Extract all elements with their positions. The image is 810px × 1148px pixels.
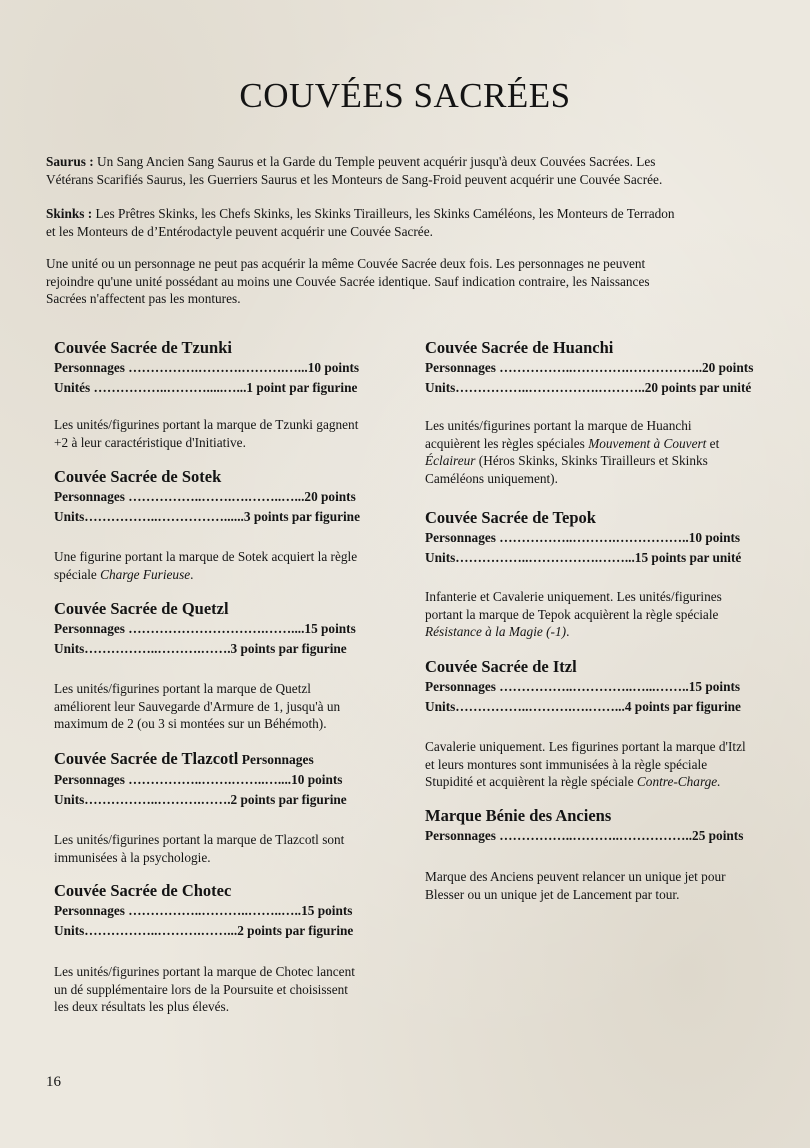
cost-characters: Personnages ……………..………..……..…..15 points: [54, 903, 353, 918]
cost-units: Unités ……………..……….....…...1 point par figurine: [54, 380, 358, 395]
desc-line: Blesser ou un unique jet de Lancement par tour.: [425, 886, 680, 902]
desc-line: Les unités/figurines portant la marque de Quetzl: [54, 681, 311, 696]
desc-line: (Héros Skinks, Skinks Tirailleurs et Skinks: [475, 453, 708, 468]
rule-name: Mouvement à Couvert: [588, 435, 707, 451]
section-description: [54, 548, 390, 583]
rule-name: Charge Furieuse: [100, 566, 191, 582]
cost-characters: Personnages ……………..………..……………..25 points: [425, 828, 744, 843]
section-description: [425, 588, 779, 641]
section-tlazcotl: [54, 749, 390, 865]
section-anciens: [425, 806, 779, 902]
page-title: COUVÉES SACRÉES: [239, 76, 571, 115]
section-description: [425, 738, 779, 791]
section-huanchi: [425, 338, 779, 486]
section-sotek: [54, 467, 390, 582]
intro-saurus: [46, 153, 766, 188]
cost-units: Units……………..……………......3 points par figurine: [54, 509, 360, 524]
section-description: [54, 680, 390, 733]
cost-characters: Personnages ………………………….……....15 points: [54, 621, 356, 636]
cost-characters: Personnages ……………..……….……………..10 points: [425, 530, 741, 545]
cost-characters: Personnages ……………..…….….……..…...20 points: [54, 489, 356, 504]
cost-units: Units……………..…………….……...15 points par unité: [425, 550, 742, 565]
intro-rules: [46, 255, 766, 308]
desc-line: Caméléons uniquement).: [425, 470, 558, 486]
title-text: Couvée Sacrée de Tlazcotl: [54, 749, 239, 768]
desc-line: les deux résultats les plus élevés.: [54, 999, 230, 1014]
section-title: Marque Bénie des Anciens: [425, 806, 612, 825]
desc-line: Une figurine portant la marque de Sotek acquiert la règle: [54, 549, 358, 564]
desc-line: +2 à leur caractéristique d'Initiative.: [54, 434, 246, 450]
cost-characters: Personnages ……………..…………..…...……..15 points: [425, 679, 741, 694]
saurus-text-2: Vétérans Scarifiés Saurus, les Guerriers Saurus et les Monteurs de Sang-Froid peuvent acquérir une Couvée Sacrée.: [46, 171, 663, 187]
section-title: Couvée Sacrée de Sotek: [54, 467, 222, 486]
rules-text-3: Sacrées n'affectent pas les montures.: [46, 291, 241, 306]
desc-line: Infanterie et Cavalerie uniquement. Les unités/figurines: [425, 589, 722, 604]
desc-line: spéciale: [54, 566, 101, 582]
section-tepok: [425, 508, 779, 639]
saurus-text-1: Un Sang Ancien Sang Saurus et la Garde du Temple peuvent acquérir jusqu'à deux Couvées Sacrées. Les: [93, 154, 656, 169]
desc-line: Les unités/figurines portant la marque de Chotec lancent: [54, 964, 355, 979]
skinks-label: Skinks :: [46, 206, 93, 221]
section-title: Couvée Sacrée de Huanchi: [425, 338, 614, 357]
saurus-label: Saurus :: [46, 154, 94, 169]
section-description: [54, 831, 390, 866]
section-title: Couvée Sacrée de Tzunki: [54, 338, 232, 357]
desc-line: Les unités/figurines portant la marque de Tlazcotl sont: [54, 832, 345, 847]
desc-line: améliorent leur Sauvegarde d'Armure de 1, jusqu'à un: [54, 698, 341, 714]
desc-punct: .: [190, 566, 194, 582]
rules-text-2: rejoindre qu'une unité possédant au moins une Couvée Sacrée identique. Sauf indication contraire, les Naissances: [46, 273, 650, 289]
cost-characters: Personnages …………….……….……….…...10 points: [54, 360, 360, 375]
cost-characters: Personnages ……………..………….……………..20 points: [425, 360, 754, 375]
desc-line: acquièrent les règles spéciales: [425, 435, 589, 451]
rules-text-1: Une unité ou un personnage ne peut pas acquérir la même Couvée Sacrée deux fois. Les personnages ne peuvent: [46, 256, 646, 271]
title-suffix: Personnages: [238, 752, 314, 767]
page-number: 16: [46, 1074, 61, 1090]
desc-line: Marque des Anciens peuvent relancer un unique jet pour: [425, 869, 726, 884]
section-tzunki: [54, 338, 390, 450]
cost-units: Units……………..……….….……...4 points par figurine: [425, 699, 741, 714]
section-description: [54, 963, 390, 1016]
cost-units: Units……………..……….…….2 points par figurine: [54, 792, 347, 807]
desc-line: un dé supplémentaire lors de la Poursuite et choisissent: [54, 981, 348, 997]
rule-name: Résistance à la Magie (-1): [425, 624, 567, 639]
section-title: Couvée Sacrée de Quetzl: [54, 599, 229, 618]
cost-units: Units……………..……….…….3 points par figurine: [54, 641, 347, 656]
section-title: Couvée Sacrée de Itzl: [425, 657, 577, 676]
desc-line: maximum de 2 (ou 3 si montées sur un Béhémoth).: [54, 716, 327, 731]
desc-line: Cavalerie uniquement. Les figurines portant la marque d'Itzl: [425, 739, 746, 754]
desc-punct: .: [566, 624, 570, 639]
intro-skinks: [46, 205, 766, 240]
section-description: [425, 417, 779, 487]
desc-line: Les unités/figurines portant la marque de Tzunki gagnent: [54, 417, 359, 432]
cost-characters: Personnages ……………..…….……..…....10 points: [54, 772, 343, 787]
desc-line: portant la marque de Tepok acquièrent la règle spéciale: [425, 606, 719, 622]
section-description: [54, 416, 390, 451]
desc-line: et leurs montures sont immunisées à la règle spéciale: [425, 756, 708, 772]
section-quetzl: [54, 599, 390, 731]
desc-line: immunisées à la psychologie.: [54, 849, 211, 865]
rule-name: Éclaireur: [425, 453, 476, 468]
cost-units: Units……………..……….……...2 points par figurine: [54, 923, 354, 938]
section-itzl: [425, 657, 779, 789]
section-chotec: [54, 881, 390, 1014]
desc-line: Stupidité et acquièrent la règle spéciale: [425, 774, 637, 789]
section-title: Couvée Sacrée de Tepok: [425, 508, 596, 527]
section-description: [425, 868, 779, 903]
section-title: Couvée Sacrée de Chotec: [54, 881, 232, 900]
cost-units: Units……………..…………….………..20 points par unité: [425, 380, 752, 395]
section-title: [54, 749, 390, 770]
skinks-text-2: et les Monteurs de d’Entérodactyle peuvent acquérir une Couvée Sacrée.: [46, 223, 433, 239]
skinks-text-1: Les Prêtres Skinks, les Chefs Skinks, les Skinks Tirailleurs, les Skinks Caméléons, les Monteurs de Terradon: [92, 206, 675, 221]
desc-line: et: [706, 435, 720, 451]
desc-line: Les unités/figurines portant la marque de Huanchi: [425, 418, 692, 433]
rule-name: Contre-Charge.: [636, 774, 721, 789]
